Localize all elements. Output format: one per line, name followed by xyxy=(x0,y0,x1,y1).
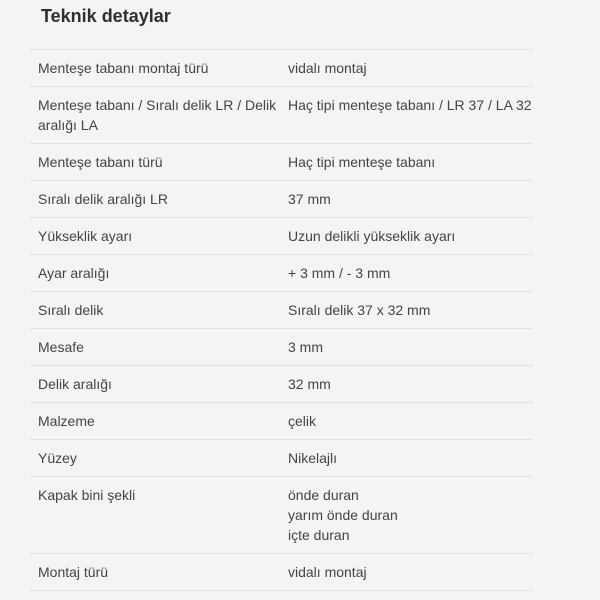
spec-value xyxy=(281,411,533,431)
spec-value-line: çelik xyxy=(288,413,317,429)
spec-value-line: Nikelajlı xyxy=(288,450,338,466)
spec-key: Ayar aralığı xyxy=(38,265,110,281)
spec-value xyxy=(281,152,533,172)
spec-row xyxy=(31,50,533,87)
spec-key: Malzeme xyxy=(38,413,95,429)
section-title: Teknik detaylar xyxy=(41,6,171,26)
spec-row xyxy=(31,329,533,366)
spec-row xyxy=(31,218,533,255)
spec-value xyxy=(281,485,533,545)
spec-row xyxy=(31,477,533,554)
spec-row xyxy=(31,554,533,591)
spec-table xyxy=(31,49,533,591)
spec-value-line: Sıralı delik 37 x 32 mm xyxy=(288,302,431,318)
spec-value-line: Haç tipi menteşe tabanı / LR 37 / LA 32 xyxy=(288,97,532,113)
spec-value xyxy=(281,263,533,283)
spec-row xyxy=(31,255,533,292)
spec-key: Menteşe tabanı montaj türü xyxy=(38,60,209,76)
spec-row xyxy=(31,440,533,477)
spec-value xyxy=(281,337,533,357)
spec-key: Kapak bini şekli xyxy=(38,487,136,503)
spec-row xyxy=(31,366,533,403)
spec-value-line: vidalı montaj xyxy=(288,564,367,580)
spec-key: Sıralı delik xyxy=(38,302,104,318)
spec-value-line: + 3 mm / - 3 mm xyxy=(288,265,391,281)
spec-value-line: Uzun delikli yükseklik ayarı xyxy=(288,228,456,244)
spec-value xyxy=(281,448,533,468)
spec-value xyxy=(281,189,533,209)
spec-value-line: 3 mm xyxy=(288,339,323,355)
spec-value xyxy=(281,95,533,135)
spec-value-line: 32 mm xyxy=(288,376,331,392)
spec-key: Sıralı delik aralığı LR xyxy=(38,191,168,207)
spec-value-line: yarım önde duran xyxy=(288,507,398,523)
spec-value-line: vidalı montaj xyxy=(288,60,367,76)
spec-row xyxy=(31,181,533,218)
spec-row xyxy=(31,87,533,144)
spec-key: Delik aralığı xyxy=(38,376,112,392)
spec-key: Menteşe tabanı / Sıralı delik LR / Delik aralığı LA xyxy=(38,97,277,133)
spec-value xyxy=(281,58,533,78)
spec-row xyxy=(31,292,533,329)
spec-value-line: Haç tipi menteşe tabanı xyxy=(288,154,436,170)
spec-value xyxy=(281,562,533,582)
spec-key: Menteşe tabanı türü xyxy=(38,154,163,170)
spec-key: Yükseklik ayarı xyxy=(38,228,133,244)
spec-value-line: içte duran xyxy=(288,527,350,543)
spec-key: Mesafe xyxy=(38,339,84,355)
spec-row xyxy=(31,144,533,181)
spec-key: Montaj türü xyxy=(38,564,109,580)
spec-value xyxy=(281,226,533,246)
spec-key: Yüzey xyxy=(38,450,77,466)
spec-value xyxy=(281,300,533,320)
spec-row xyxy=(31,403,533,440)
spec-value-line: 37 mm xyxy=(288,191,331,207)
spec-value-line: önde duran xyxy=(288,487,359,503)
spec-value xyxy=(281,374,533,394)
